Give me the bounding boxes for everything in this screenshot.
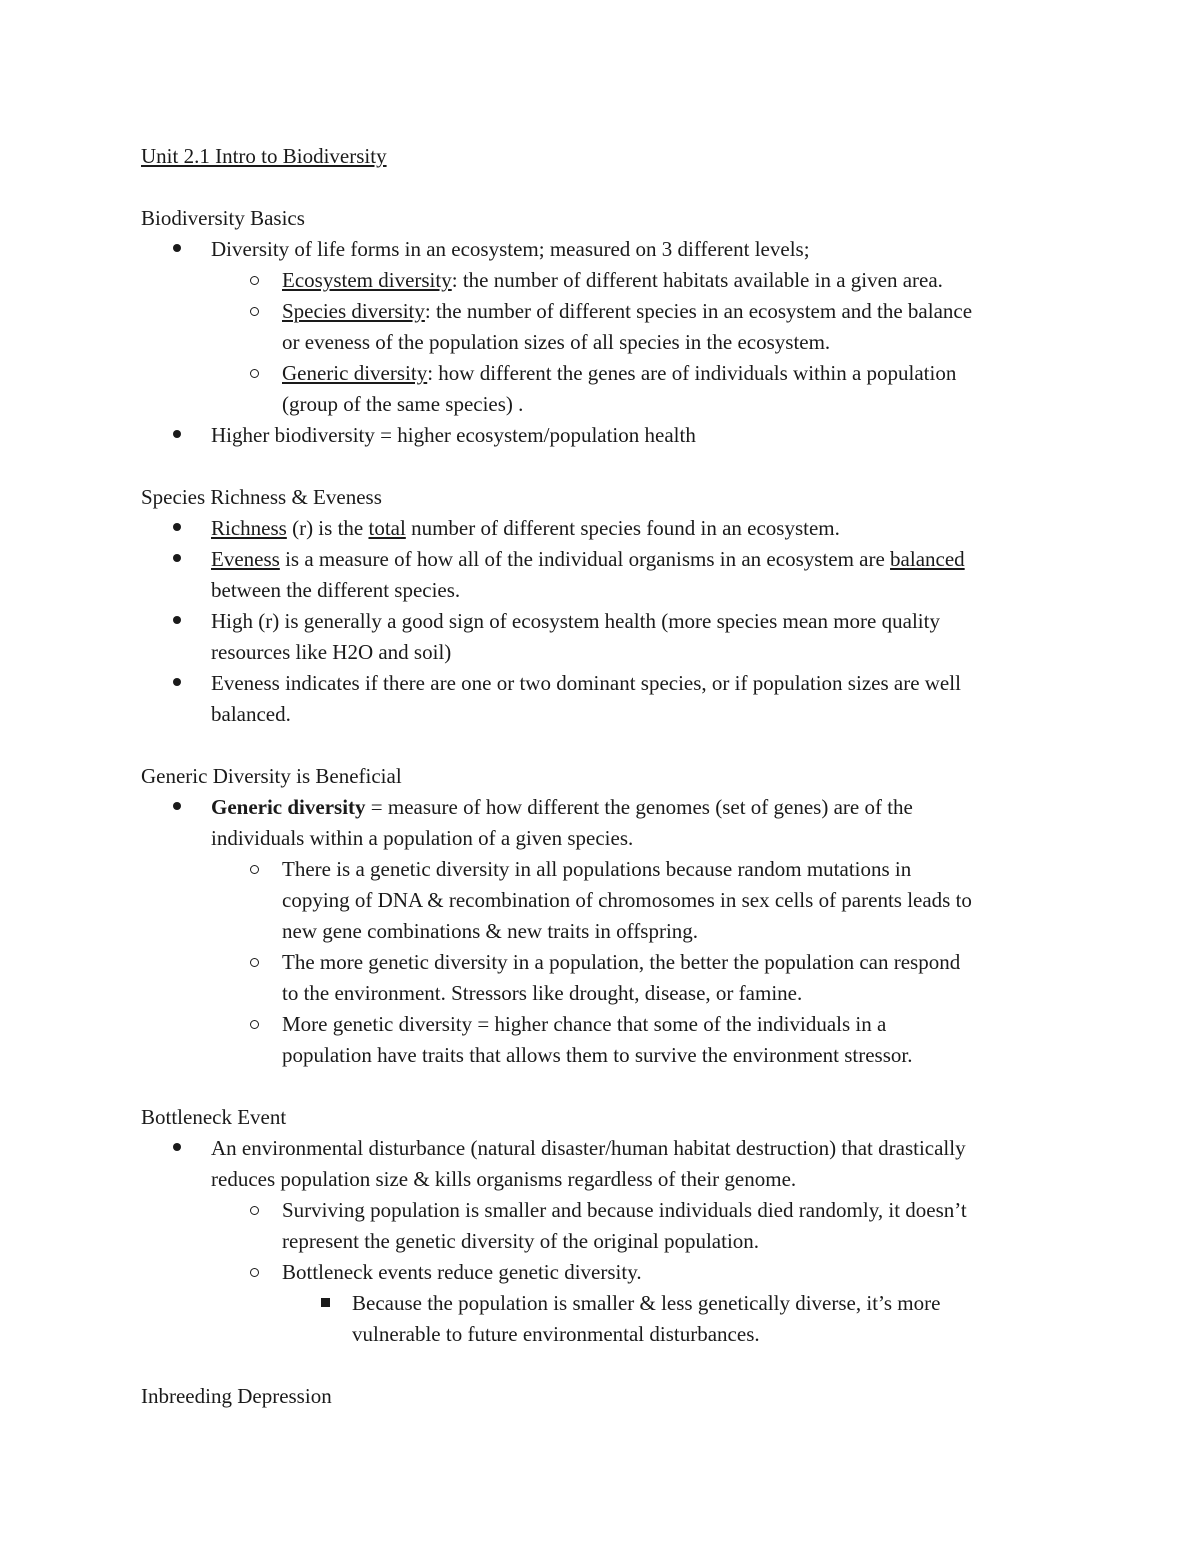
bullet-dot-icon: [173, 244, 181, 252]
text-run: (r) is the: [286, 516, 369, 540]
bullet-circle-icon: [250, 307, 259, 316]
term-generic-diversity: Generic diversity: [282, 361, 428, 385]
sub-sub-bullet-text: Because the population is smaller & less genetically diverse, it’s more: [352, 1291, 941, 1315]
section-heading-richness-eveness: Species Richness & Eveness: [141, 485, 382, 509]
definition-text: : the number of different species in an ecosystem and the balance: [424, 299, 973, 323]
text-run: number of different species found in an ecosystem.: [405, 516, 840, 540]
bullet-text: [211, 513, 840, 544]
sub-bullet-continuation: copying of DNA & recombination of chromosomes in sex cells of parents leads to: [282, 888, 972, 912]
sub-bullet-continuation: population have traits that allows them to survive the environment stressor.: [282, 1043, 913, 1067]
bullet-text: Diversity of life forms in an ecosystem; measured on 3 different levels;: [211, 237, 810, 261]
sub-bullet-text: The more genetic diversity in a population, the better the population can respond: [282, 950, 961, 974]
bullet-circle-icon: [250, 276, 259, 285]
bullet-dot-icon: [173, 1143, 181, 1151]
bullet-text: [211, 544, 965, 575]
bullet-text: An environmental disturbance (natural disaster/human habitat destruction) that drastically: [211, 1136, 966, 1160]
text-run: = measure of how different the genomes (set of genes) are of the: [365, 795, 913, 819]
sub-bullet-continuation: represent the genetic diversity of the original population.: [282, 1229, 760, 1253]
bullet-continuation: reduces population size & kills organisms regardless of their genome.: [211, 1167, 797, 1191]
text-run: is a measure of how all of the individual organisms in an ecosystem are: [279, 547, 891, 571]
term-species-diversity: Species diversity: [282, 299, 425, 323]
section-heading-bottleneck-event: Bottleneck Event: [141, 1105, 287, 1129]
definition-text: : how different the genes are of individuals within a population: [427, 361, 957, 385]
term-generic-diversity-bold: Generic diversity: [211, 795, 366, 819]
bullet-square-icon: [321, 1298, 330, 1307]
bullet-circle-icon: [250, 369, 259, 378]
sub-bullet-text: Bottleneck events reduce genetic diversity.: [282, 1260, 642, 1284]
bullet-continuation: individuals within a population of a given species.: [211, 826, 634, 850]
bullet-circle-icon: [250, 1206, 259, 1215]
bullet-text: High (r) is generally a good sign of ecosystem health (more species mean more quality: [211, 609, 940, 633]
bullet-dot-icon: [173, 430, 181, 438]
bullet-continuation: resources like H2O and soil): [211, 640, 452, 664]
bullet-dot-icon: [173, 554, 181, 562]
term-balanced: balanced: [890, 547, 965, 571]
bullet-text: Eveness indicates if there are one or two dominant species, or if population sizes are well: [211, 671, 961, 695]
sub-bullet-text: Surviving population is smaller and because individuals died randomly, it doesn’t: [282, 1198, 967, 1222]
bullet-dot-icon: [173, 678, 181, 686]
sub-bullet-continuation: (group of the same species) .: [282, 392, 524, 416]
term-eveness: Eveness: [211, 547, 280, 571]
term-ecosystem-diversity: Ecosystem diversity: [282, 268, 452, 292]
bullet-circle-icon: [250, 1020, 259, 1029]
bullet-circle-icon: [250, 865, 259, 874]
bullet-circle-icon: [250, 958, 259, 967]
bullet-dot-icon: [173, 523, 181, 531]
term-total: total: [368, 516, 406, 540]
definition-text: : the number of different habitats available in a given area.: [451, 268, 943, 292]
sub-bullet-text: There is a genetic diversity in all populations because random mutations in: [282, 857, 912, 881]
bullet-dot-icon: [173, 616, 181, 624]
sub-bullet-text: [282, 358, 956, 389]
bullet-dot-icon: [173, 802, 181, 810]
section-heading-inbreeding-depression: Inbreeding Depression: [141, 1384, 332, 1408]
section-heading-generic-diversity: Generic Diversity is Beneficial: [141, 764, 402, 788]
sub-bullet-text: [282, 296, 972, 327]
sub-bullet-continuation: or eveness of the population sizes of all species in the ecosystem.: [282, 330, 831, 354]
sub-bullet-text: [282, 265, 943, 296]
bullet-continuation: between the different species.: [211, 578, 461, 602]
sub-sub-bullet-continuation: vulnerable to future environmental disturbances.: [352, 1322, 760, 1346]
document-title: Unit 2.1 Intro to Biodiversity: [141, 144, 387, 168]
term-richness: Richness: [211, 516, 287, 540]
sub-bullet-continuation: new gene combinations & new traits in offspring.: [282, 919, 699, 943]
bullet-continuation: balanced.: [211, 702, 291, 726]
section-heading-biodiversity-basics: Biodiversity Basics: [141, 206, 305, 230]
bullet-text: Higher biodiversity = higher ecosystem/population health: [211, 423, 696, 447]
sub-bullet-text: More genetic diversity = higher chance that some of the individuals in a: [282, 1012, 887, 1036]
bullet-text: [211, 792, 913, 823]
sub-bullet-continuation: to the environment. Stressors like drought, disease, or famine.: [282, 981, 803, 1005]
bullet-circle-icon: [250, 1268, 259, 1277]
